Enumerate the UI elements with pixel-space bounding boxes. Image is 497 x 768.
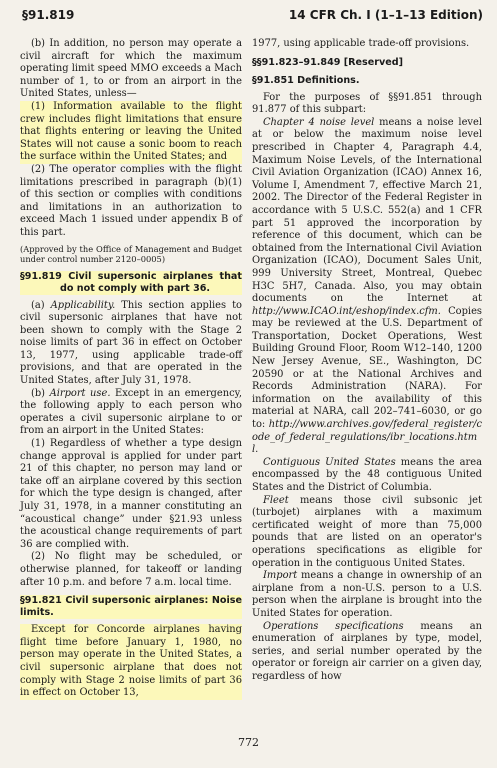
- paragraph-a: (a) Applicability. This section applies to civil supersonic airplanes that have not been shown to comply with the Stage 2 noise limits of part 36 in effect on October 13, 1977, using applicable trade-off provisions, and that are operated in the United States, after July 31, 1978.: [20, 299, 242, 387]
- section-91-823-heading: §§91.823–91.849 [Reserved]: [252, 56, 404, 68]
- import-label: Import: [263, 570, 298, 582]
- definition-chapter4: [252, 117, 482, 457]
- paragraph-b2-airport: (2) No flight may be scheduled, or otherwise planned, for takeoff or landing after 10 p.m. and before 7 a.m. local time.: [20, 551, 242, 588]
- fleet-text: means those civil subsonic jet (turbojet) airplanes with a maximum certificated weight of more than 75,000 pounds that are listed on an operator's operations specifications as eligible for operation in the contiguous United States.: [252, 494, 482, 569]
- archives-url: http://www.archives.gov/federal_register/code_of_federal_regulations/ibr_locations.html.: [252, 419, 482, 456]
- paragraph-b1-airport: (1) Regardless of whether a type design change approval is applied for under part 21 of this chapter, no person may land or take off an airplane covered by this section for which the type design is changed, after July 31, 1978, in a manner constituting an “acoustical change” under §21.93 unless the acoustical change requirements of part 36 are complied with.: [20, 438, 242, 550]
- operations-label: Operations specifications: [263, 620, 404, 632]
- page-number: 772: [238, 736, 259, 749]
- airport-use-text: Except in an emergency, the following apply to each person who operates a civil supersonic airplane to or from an airport in the United States:: [20, 387, 243, 437]
- import-text: means a change in ownership of an airplane from a non-U.S. person to a U.S. person when the airplane is brought into the United States for operation.: [252, 570, 482, 619]
- definitions-intro: For the purposes of §§91.851 through 91.877 of this subpart:: [252, 91, 482, 116]
- section-91-821-heading: §91.821 Civil supersonic airplanes: Noise limits.: [20, 595, 242, 619]
- section-91-851-heading: §91.851 Definitions.: [252, 74, 360, 86]
- operations-text: means an enumeration of airplanes by type, model, series, and serial number operated by the operator or foreign air carrier on a given day, regardless of how: [252, 620, 482, 682]
- paragraph-821: Except for Concorde airplanes having flight time before January 1, 1980, no person may operate in the United States, a civil supersonic airplane that does not comply with Stage 2 noise limits of part 36 in effect on October 13,: [20, 624, 242, 699]
- definition-operations: [252, 621, 482, 684]
- header-title: 14 CFR Ch. I (1–1–13 Edition): [288, 8, 483, 22]
- continued-text: 1977, using applicable trade-off provisions.: [252, 38, 470, 49]
- applicability-label: Applicability.: [50, 299, 116, 311]
- header-section: §91.819: [22, 8, 75, 22]
- definition-fleet: [252, 495, 482, 571]
- definition-contiguous: [252, 457, 482, 495]
- section-91-819-heading: §91.819 Civil supersonic airplanes that do not comply with part 36.: [20, 270, 242, 294]
- page-header: [22, 8, 483, 26]
- chapter4-label: Chapter 4 noise level: [263, 116, 375, 128]
- icao-url: http://www.ICAO.int/eshop/index.cfm.: [252, 305, 441, 317]
- contiguous-label: Contiguous United States: [263, 456, 396, 468]
- paragraph-b2: (2) The operator complies with the flight limitations prescribed in paragraph (b)(1) of this section or complies with conditions and limitations in an authorization to exceed Mach 1 issued under appendix B of this part.: [20, 163, 242, 238]
- fleet-label: Fleet: [263, 494, 289, 506]
- applicability-text: This section applies to civil supersonic airplanes that have not been shown to comply with the Stage 2 noise limits of part 36 in effect on October 13, 1977, using applicable trade-off provisions, and that are operated in the United States, after July 31, 1978.: [20, 299, 242, 387]
- left-column: [20, 38, 242, 700]
- definition-import: [252, 570, 482, 620]
- right-column: [252, 38, 482, 684]
- chapter4-text-2: Copies may be reviewed at the U.S. Department of Transportation, Docket Operations, West Building Ground Floor, Room W12–140, 1200 New Jersey Avenue, SE., Washington, DC 20590 or at the National Archives and Records Administration (NARA). For information on the availability of this material at NARA, call 202–741–6030, or go to:: [252, 305, 482, 431]
- paragraph-b-airport: (b) Airport use. Except in an emergency, the following apply to each person who operates a civil supersonic airplane to or from an airport in the United States:: [20, 387, 243, 437]
- airport-use-label: Airport use.: [49, 387, 111, 399]
- paragraph-b: (b) In addition, no person may operate a civil aircraft for which the maximum operating limit speed MMO exceeds a Mach number of 1, to or from an airport in the United States, unless—: [20, 38, 242, 100]
- contiguous-text: means the area encompassed by the 48 contiguous United States and the District of Columbia.: [252, 456, 483, 493]
- omb-note: (Approved by the Office of Management and Budget under control number 2120–0005): [20, 243, 242, 264]
- paragraph-b1: (1) Information available to the flight crew includes flight limitations that ensure that flights entering or leaving the United States will not cause a sonic boom to reach the surface within the United States; and: [20, 100, 242, 163]
- chapter4-text: means a noise level at or below the maximum noise level prescribed in Chapter 4, Paragraph 4.4, Maximum Noise Levels, of the International Civil Aviation Organization (ICAO) Annex 16, Volume I, Amendment 7, effective March 21, 2002. The Director of the Federal Register in accordance with 5 U.S.C. 552(a) and 1 CFR part 51 approved the incorporation by reference of this document, which can be obtained from the International Civil Aviation Organization (ICAO), Document Sales Unit, 999 University Street, Montreal, Quebec H3C 5H7, Canada. Also, you may obtain documents on the Internet at: [252, 116, 482, 305]
